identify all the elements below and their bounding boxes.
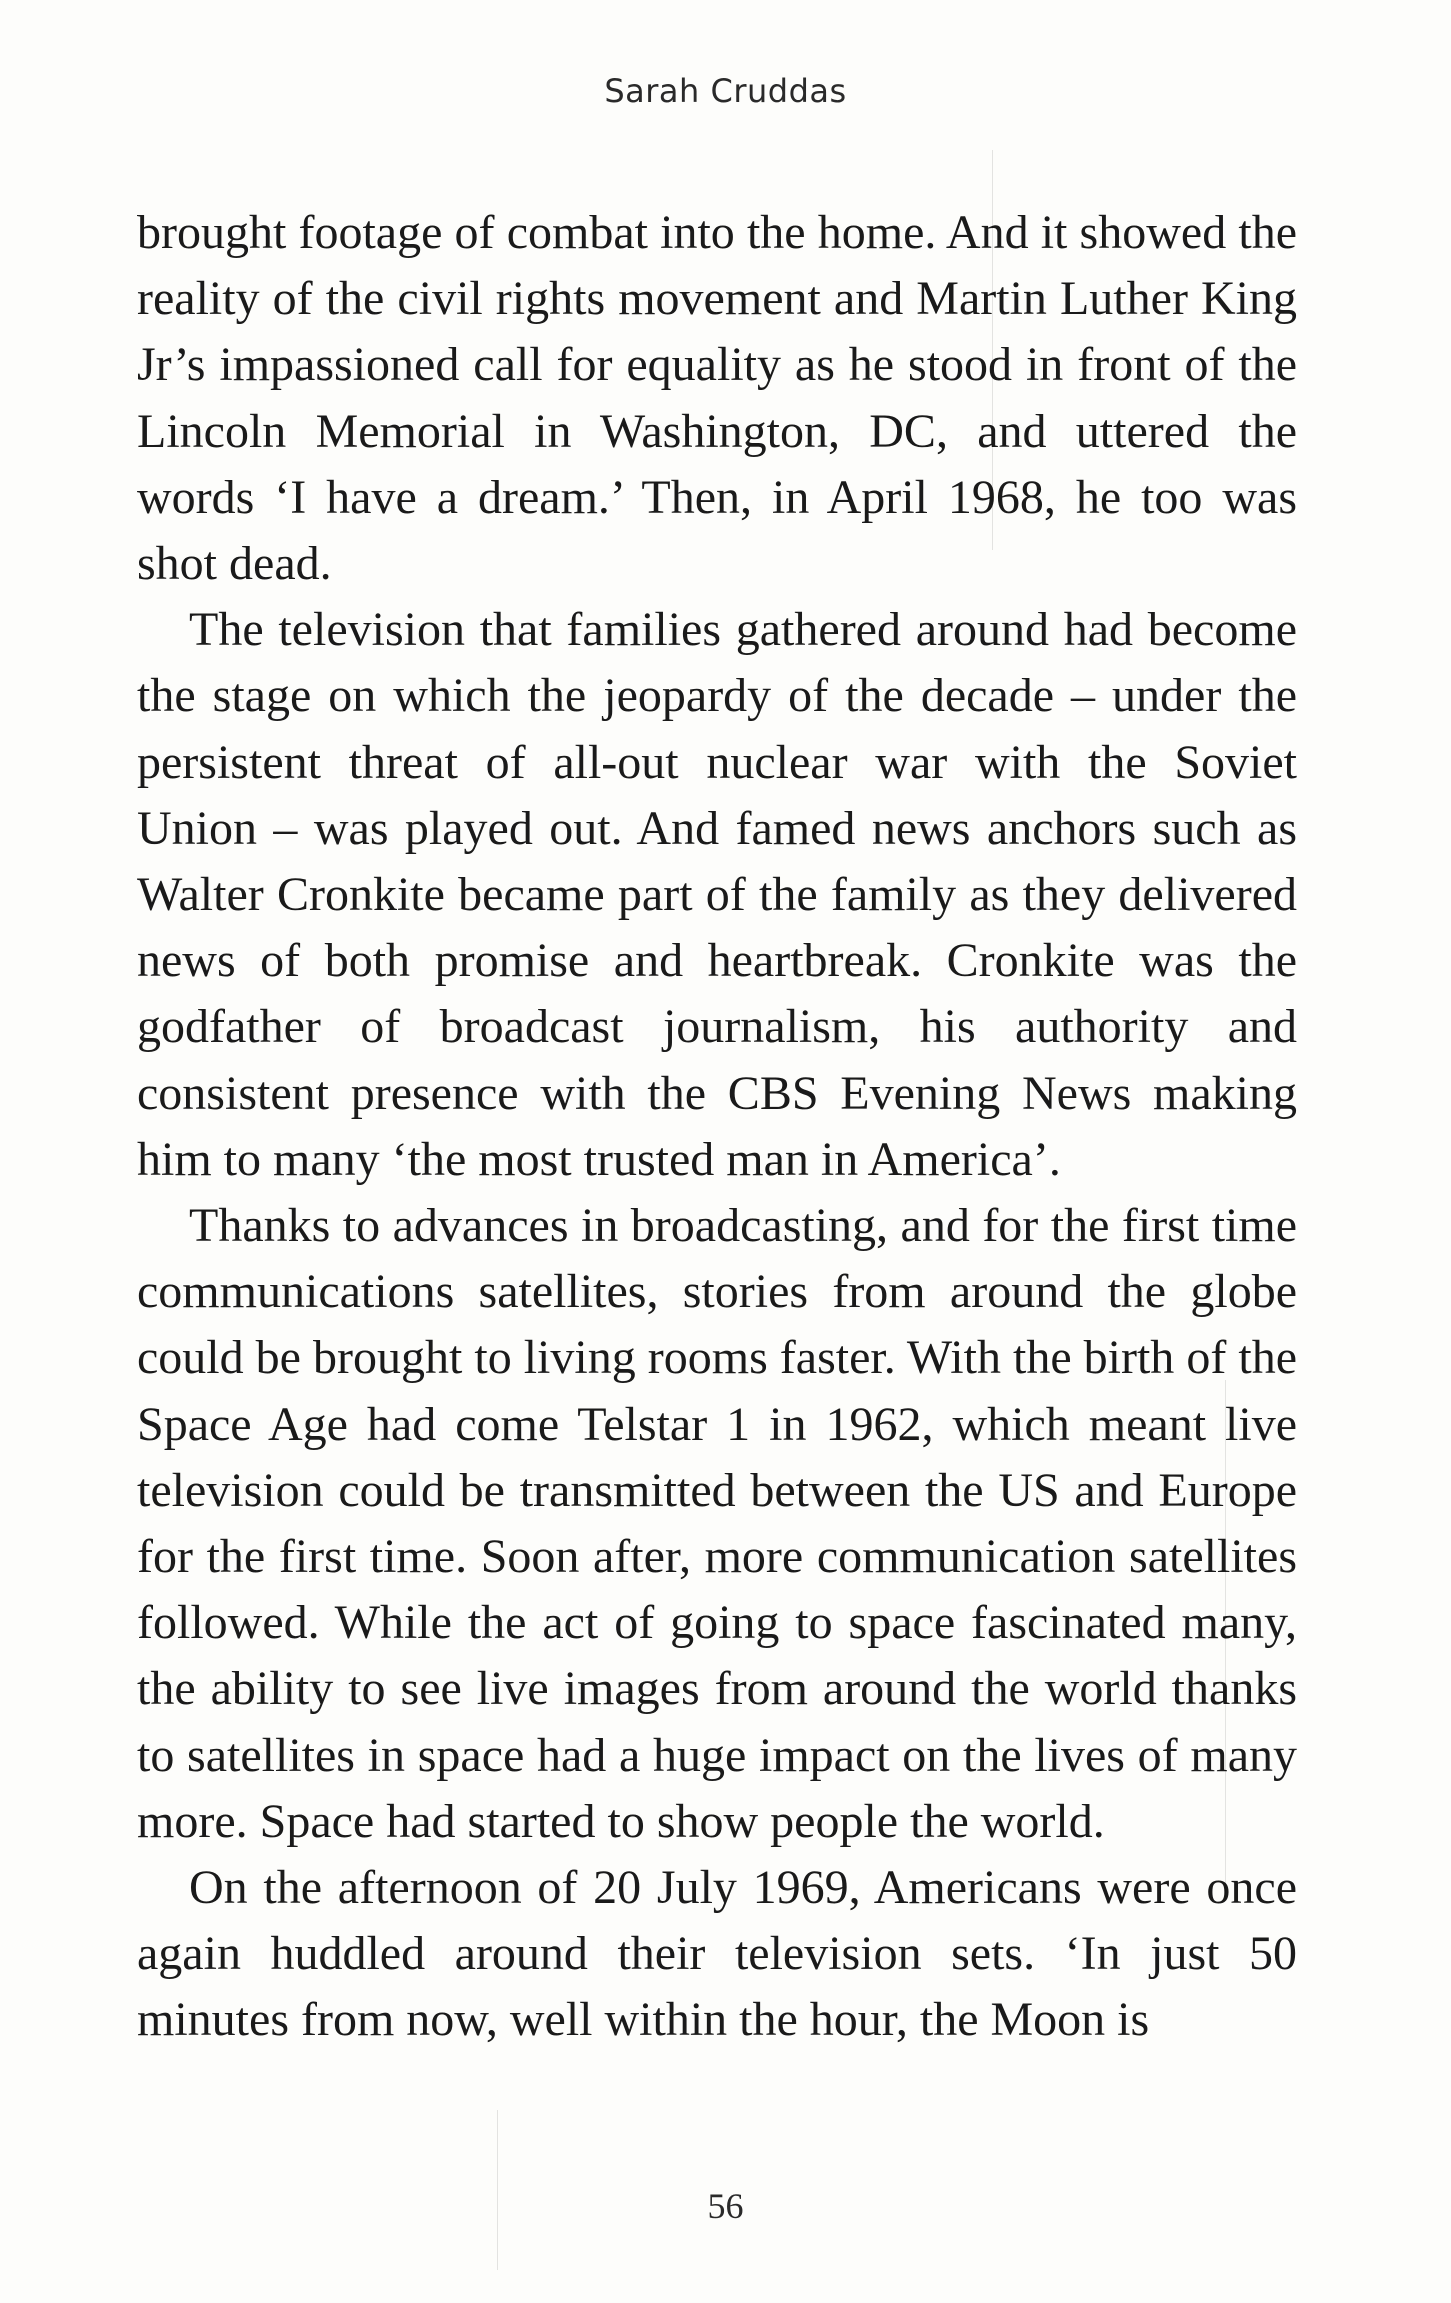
page-number: 56 xyxy=(707,2186,744,2226)
body-text xyxy=(137,200,1297,2054)
scan-streak xyxy=(497,2110,498,2270)
scan-streak xyxy=(1225,1380,1226,1900)
paragraph-3: Thanks to advances in broadcasting, and for the first time communications satellites, stories from around the globe could be brought to living rooms faster. With the birth of the Space Age had come Telstar 1 in 1962, which meant live television could be transmitted between the US and Europe for the first time. Soon after, more communication satellites followed. While the act of going to space fascinated many, the ability to see live images from around the world thanks to satellites in space had a huge impact on the lives of many more. Space had started to show people the world. xyxy=(137,1199,1297,1848)
paragraph-4: On the afternoon of 20 July 1969, Americans were once again huddled around their television sets. ‘In just 50 minutes from now, well within the hour, the Moon is xyxy=(137,1861,1297,2047)
paragraph-2: The television that families gathered around had become the stage on which the jeopardy of the decade – under the persistent threat of all-out nuclear war with the Soviet Union – was played out. And famed news anchors such as Walter Cronkite became part of the family as they delivered news of both promise and heartbreak. Cronkite was the godfather of broadcast journalism, his authority and consistent presence with the CBS Evening News making him to many ‘the most trusted man in America’. xyxy=(137,603,1297,1186)
scan-streak xyxy=(992,150,993,550)
paragraph-1: brought footage of combat into the home. And it showed the reality of the civil rights movement and Martin Luther King Jr’s impassioned call for equality as he stood in front of the Lincoln Memorial in Washington, DC, and uttered the words ‘I have a dream.’ Then, in April 1968, he too was shot dead. xyxy=(137,206,1297,591)
running-head: Sarah Cruddas xyxy=(604,72,847,110)
